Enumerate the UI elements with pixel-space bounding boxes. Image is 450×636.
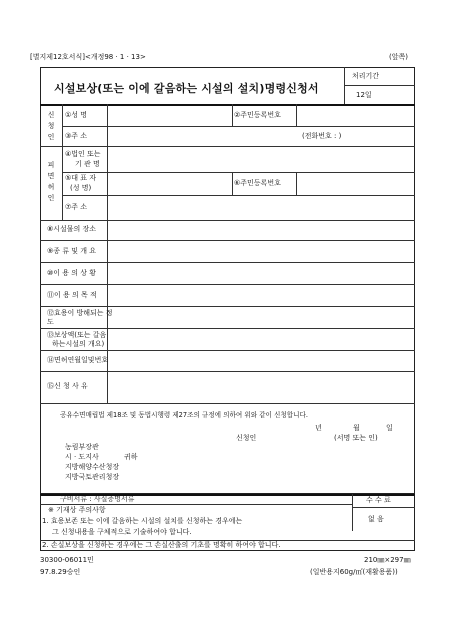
addressee-2: 시 · 도지사 bbox=[65, 453, 99, 461]
respondent-group-label: 피면허인 bbox=[47, 161, 55, 202]
damage-degree-label-1: ⑫효용이 방해되는 정 bbox=[47, 309, 113, 317]
applicant-name-label: ①성 명 bbox=[65, 111, 88, 119]
sign-or-seal-label: (서명 또는 인) bbox=[334, 434, 378, 442]
applicant-group-label: 신청인 bbox=[47, 111, 55, 141]
damage-degree-label-2: 도 bbox=[47, 318, 54, 326]
addressee-1: 농림부장관 bbox=[65, 443, 99, 451]
form-title: 시설보상(또는 이에 갈음하는 시설의 설치)명령신청서 bbox=[54, 82, 319, 95]
required-documents-label: 구비서류 : 사실증명서류 bbox=[60, 495, 135, 503]
fee-label: 수 수 료 bbox=[366, 496, 391, 504]
applicant-reg-no-label: ②주민등록번호 bbox=[234, 111, 281, 119]
compensation-label-1: ⑬보상액(또는 갈음 bbox=[47, 331, 107, 339]
applicant-sign-label: 신청인 bbox=[236, 434, 257, 442]
addressee-3: 지방해양수산청장 bbox=[65, 463, 120, 471]
paper-type: (일반용지60g/㎡(재활용품)) bbox=[310, 568, 398, 576]
respondent-reg-no-label: ⑥주민등록번호 bbox=[234, 179, 281, 187]
form-code: 30300-06011민 bbox=[40, 556, 94, 564]
page-side-label: (앞쪽) bbox=[389, 53, 408, 61]
use-purpose-label: ⑪이 용 의 목 적 bbox=[47, 291, 97, 299]
representative-label-2: (성 명) bbox=[70, 184, 92, 192]
applicant-phone-label: (전화번호 : ) bbox=[302, 132, 342, 140]
form-number: [별지제12호서식]<개정98 · 1 · 13> bbox=[30, 53, 146, 61]
approval-date: 97.8.29승인 bbox=[40, 568, 81, 576]
note-1b: 그 신청내용을 구체적으로 기술하여야 합니다. bbox=[52, 528, 192, 536]
note-2: 2. 손실보상을 신청하는 경우에는 그 손실산출의 기초를 명확히 하여야 합니다. bbox=[42, 541, 281, 549]
corp-name-label-1: ④법인 또는 bbox=[65, 150, 101, 158]
facility-place-label: ⑧시설물의 장소 bbox=[47, 225, 97, 233]
corp-name-label-2: 기 관 명 bbox=[75, 160, 100, 168]
note-1a: 1. 효용보존 또는 이에 갈음하는 시설의 설치를 신청하는 경우에는 bbox=[42, 517, 243, 525]
facility-kind-label: ⑨종 류 및 개 요 bbox=[47, 247, 96, 255]
paper-size: 210㎜×297㎜ bbox=[364, 556, 411, 564]
notes-title: ※ 기재상 주의사항 bbox=[48, 506, 106, 514]
reason-label: ⑮신 청 사 유 bbox=[47, 382, 88, 390]
addressee-honorific: 귀하 bbox=[124, 453, 138, 461]
date-month-label: 월 bbox=[353, 424, 360, 432]
respondent-address-label: ⑦주 소 bbox=[65, 203, 88, 211]
date-year-label: 년 bbox=[315, 424, 322, 432]
use-status-label: ⑩이 용 의 상 황 bbox=[47, 269, 96, 277]
compensation-label-2: 하는시설의 개요) bbox=[52, 340, 105, 348]
date-day-label: 일 bbox=[386, 424, 393, 432]
processing-period-label: 처리기간 bbox=[352, 72, 380, 80]
applicant-address-label: ③주 소 bbox=[65, 132, 88, 140]
fee-value: 없 음 bbox=[368, 515, 384, 523]
representative-label-1: ⑤대 표 자 bbox=[65, 174, 97, 182]
addressee-4: 지방국토관리청장 bbox=[65, 473, 120, 481]
license-date-label: ⑭면허연월일및번호 bbox=[47, 356, 109, 364]
processing-period-value: 12일 bbox=[356, 91, 372, 99]
legal-statement: 공유수면매립법 제18조 및 동법시행령 제27조의 규정에 의하여 위와 같이 신청합니다. bbox=[60, 411, 308, 419]
